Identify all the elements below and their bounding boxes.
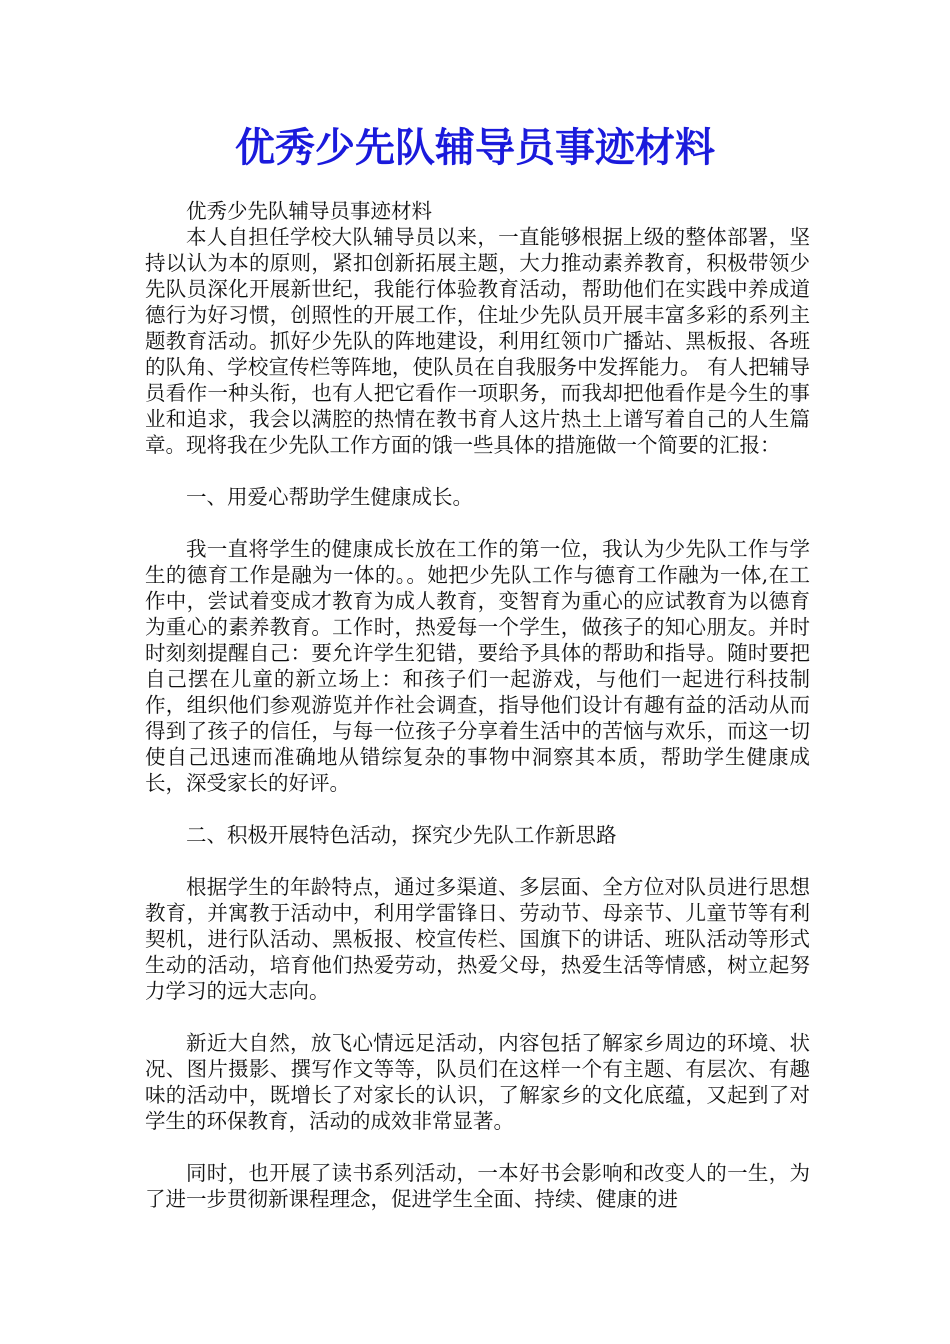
paragraph-section-2b: 新近大自然，放飞心情远足活动，内容包括了解家乡周边的环境、状况、图片摄影、撰写作文等等，队员们在这样一个有主题、有层次、有趣味的活动中，既增长了对家长的认识，了解家乡的文化底蕴，又起到了对学生的环保教育，活动的成效非常显著。 [145,1031,810,1133]
paragraph-section-2a: 根据学生的年龄特点，通过多渠道、多层面、全方位对队员进行思想教育，并寓教于活动中，利用学雷锋日、劳动节、母亲节、儿童节等有利契机，进行队活动、黑板报、校宣传栏、国旗下的讲话、班队活动等形式生动的活动，培育他们热爱劳动，热爱父母，热爱生活等情感，树立起努力学习的远大志向。 [145,875,810,1003]
section-heading-1: 一、用爱心帮助学生健康成长。 [186,485,473,509]
document-title: 优秀少先队辅导员事迹材料 [235,124,715,171]
paragraph-section-1: 我一直将学生的健康成长放在工作的第一位，我认为少先队工作与学生的德育工作是融为一体的。。她把少先队工作与德育工作融为一体,在工作中，尝试着变成才教育为成人教育，变智育为重心的应试教育为以德育为重心的素养教育。工作时，热爱每一个学生，做孩子的知心朋友。并时时刻刻提醒自己：要允许学生犯错，要给予具体的帮助和指导。随时要把自己摆在儿童的新立场上：和孩子们一起游戏，与他们一起进行科技制作，组织他们参观游览并作社会调查，指导他们设计有趣有益的活动从而得到了孩子的信任，与每一位孩子分享着生活中的苦恼与欢乐，而这一切使自己迅速而准确地从错综复杂的事物中洞察其本质，帮助学生健康成长，深受家长的好评。 [145,537,810,795]
paragraph-intro: 本人自担任学校大队辅导员以来，一直能够根据上级的整体部署，坚持以认为本的原则，紧扣创新拓展主题，大力推动素养教育，积极带领少先队员深化开展新世纪，我能行体验教育活动，帮助他们在实践中养成道德行为好习惯，创照性的开展工作，住址少先队员开展丰富多彩的系列主题教育活动。抓好少先队的阵地建设，利用红领巾广播站、黑板报、各班的队角、学校宣传栏等阵地，使队员在自我服务中发挥能力。 有人把辅导员看作一种头衔，也有人把它看作一项职务，而我却把他看作是今生的事业和追求，我会以满腔的热情在教书育人这片热土上谱写着自己的人生篇章。现将我在少先队工作方面的饿一些具体的措施做一个简要的汇报： [145,225,810,457]
document-body [145,198,810,1212]
section-heading-2: 二、积极开展特色活动，探究少先队工作新思路 [186,823,617,847]
paragraph-subtitle: 优秀少先队辅导员事迹材料 [186,199,432,223]
paragraph-section-2c: 同时，也开展了读书系列活动，一本好书会影响和改变人的一生，为了进一步贯彻新课程理念，促进学生全面、持续、健康的进 [145,1161,810,1211]
